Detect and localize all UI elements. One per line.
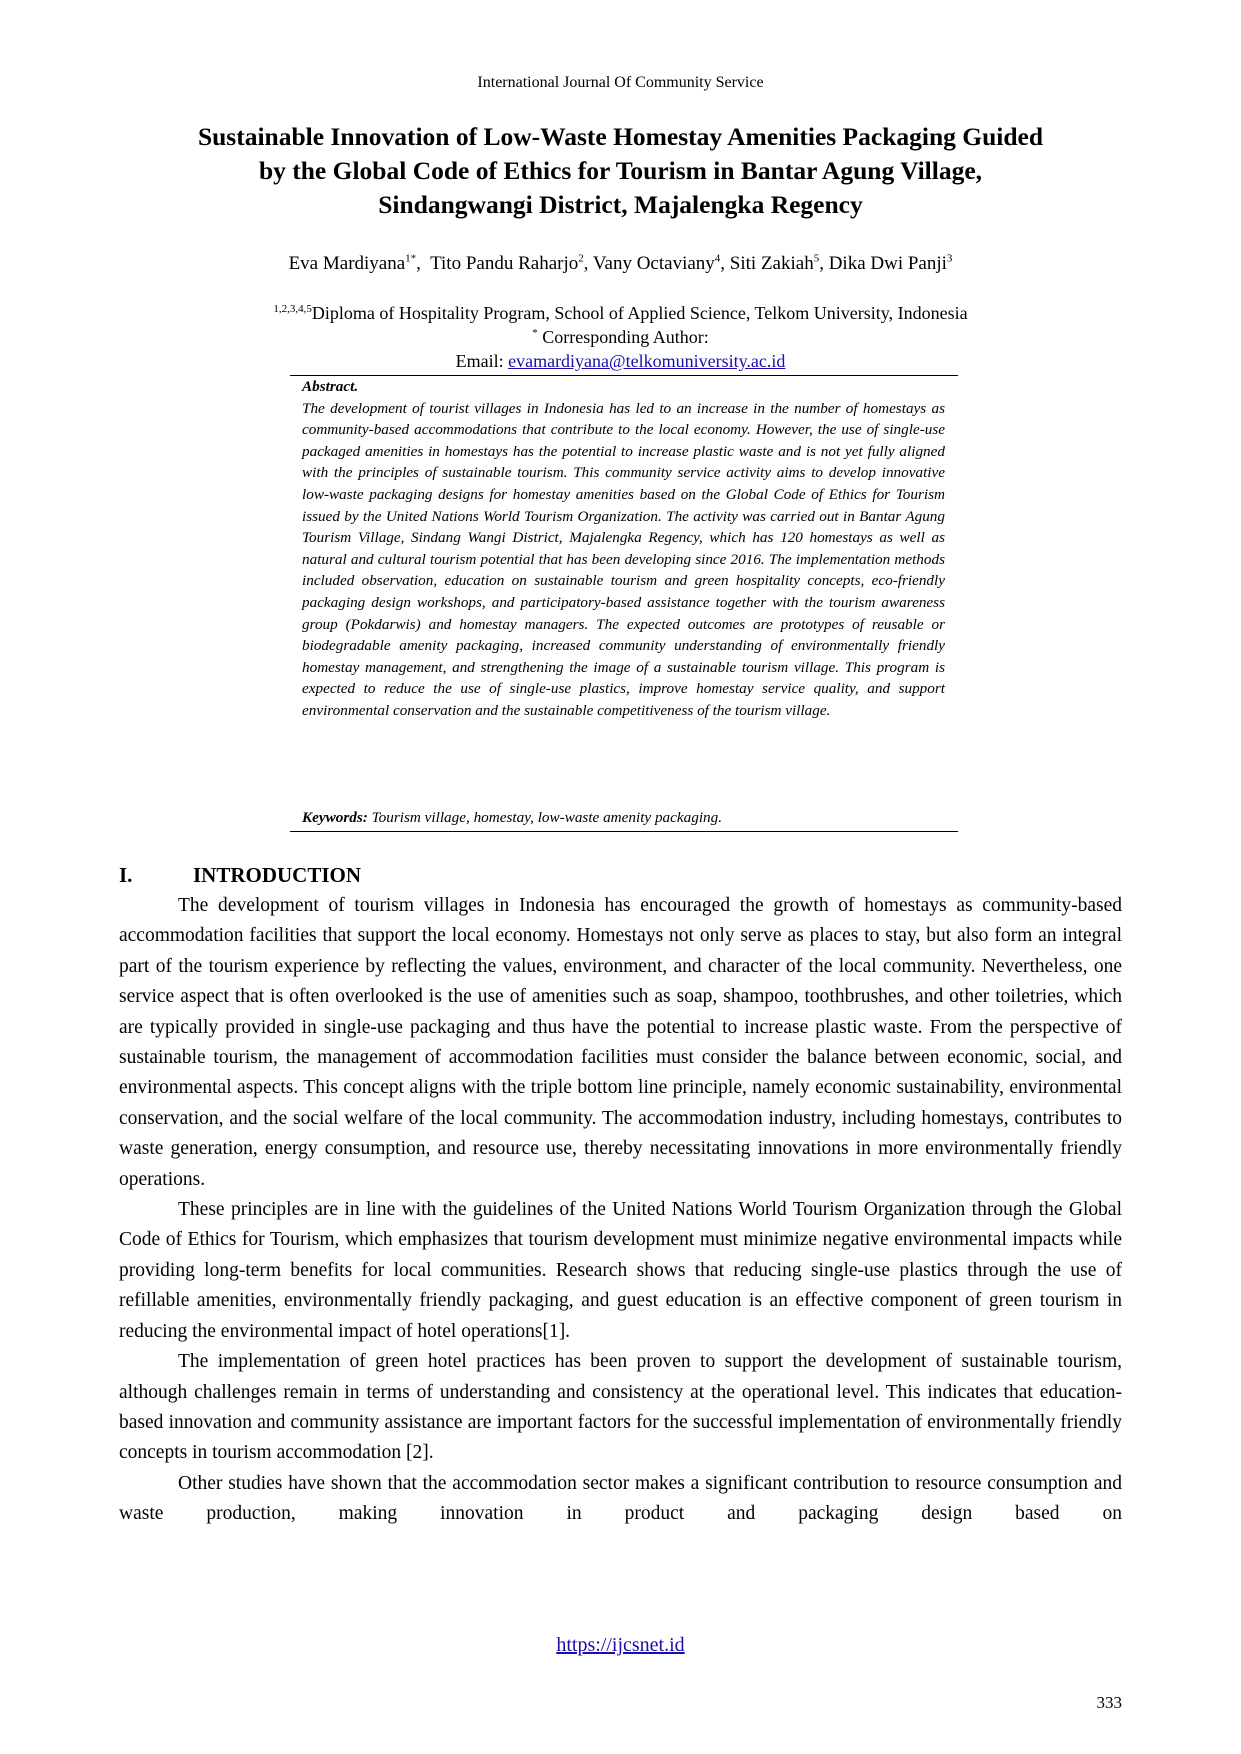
title-line-3: Sindangwangi District, Majalengka Regency [378,190,863,219]
author: Tito Pandu Raharjo$^2$, [430,252,593,274]
journal-website-link[interactable]: https://ijcsnet.id [556,1634,685,1656]
section-number: I. [119,863,133,887]
author: Dika Dwi Panji$^3$ [828,252,953,274]
affiliation: $^{1,2,3,4,5}$Diploma of Hospitality Program, School of Applied Science, Telkom University, Indonesia [273,303,968,323]
body-text [119,891,1122,1530]
paragraph: Other studies have shown that the accommodation sector makes a significant contribution to resource consumption and waste production, making innovation in product and packaging design based on [119,1472,1122,1525]
section-heading [119,863,361,888]
paper-title [110,120,1131,222]
journal-header: International Journal Of Community Service [477,74,764,91]
author: Eva Mardiyana$^{1*}$, [288,252,431,274]
title-line-2: by the Global Code of Ethics for Tourism in Bantar Agung Village, [258,156,983,185]
page-number: 333 [1096,1693,1122,1712]
email-link[interactable]: evamardiyana@telkomuniversity.ac.id [508,351,786,371]
abstract-heading: Abstract. [302,378,359,395]
keywords-label: Keywords: [302,809,368,826]
abstract-text: The development of tourist villages in Indonesia has led to an increase in the number of homestays as community-based accommodations that contribute to the local economy. However, the use of single-use packaged amenities in homestays has the potential to increase plastic waste and is not yet fully aligned with the principles of sustainable tourism. This community service activity aims to develop innovative low-waste packaging designs for homestay amenities based on the Global Code of Ethics for Tourism issued by the United Nations World Tourism Organization. The activity was carried out in Bantar Agung Tourism Village, Sindang Wangi District, Majalengka Regency, which has 120 homestays as well as natural and cultural tourism potential that has been developing since 2016. The implementation methods included observation, education on sustainable tourism and green hospitality concepts, eco-friendly packaging design workshops, and participatory-based assistance together with the tourism awareness group (Pokdarwis) and homestay managers. The expected outcomes are prototypes of reusable or biodegradable amenity packaging, increased community understanding of environmentally friendly homestay management, and strengthening the image of a sustainable tourism village. This program is expected to reduce the use of single-use plastics, improve homestay service quality, and support environmental conservation and the sustainable competitiveness of the tourism village. [302,399,945,719]
author: Siti Zakiah$^5$, [729,252,829,274]
paragraph: The implementation of green hotel practices has been proven to support the development of sustainable tourism, although challenges remain in terms of understanding and consistency at the operational level. This indicates that education-based innovation and community assistance are important factors for the successful implementation of environmentally friendly concepts in tourism accommodation [2]. [119,1351,1122,1464]
title-line-1: Sustainable Innovation of Low-Waste Homestay Amenities Packaging Guided [197,122,1044,151]
footer-url [0,1634,1241,1657]
email-line: Email: evamardiyana@telkomuniversity.ac.id [455,351,786,371]
section-title: INTRODUCTION [193,863,362,887]
keywords-text: Tourism village, homestay, low-waste amenity packaging. [367,809,723,826]
abstract-bottom-rule [290,831,958,832]
abstract-block [302,376,945,722]
corresponding-author: * Corresponding Author: [532,327,709,347]
keywords-line [302,809,945,827]
author: Vany Octaviany$^4$, [592,252,730,274]
paragraph: These principles are in line with the guidelines of the United Nations World Tourism Organization through the Global Code of Ethics for Tourism, which emphasizes that tourism development must minimize negative environmental impacts while providing long-term benefits for local communities. Research shows that reducing single-use plastics through the use of refillable amenities, environmentally friendly packaging, and guest education is an effective component of green tourism in reducing the environmental impact of hotel operations[1]. [119,1199,1122,1342]
author-list [0,253,1241,275]
paragraph: The development of tourism villages in Indonesia has encouraged the growth of homestays as community-based accommodation facilities that support the local economy. Homestays not only serve as places to stay, but also form an integral part of the tourism experience by reflecting the values, environment, and character of the local community. Nevertheless, one service aspect that is often overlooked is the use of amenities such as soap, shampoo, toothbrushes, and other toiletries, which are typically provided in single-use packaging and thus have the potential to increase plastic waste. From the perspective of sustainable tourism, the management of accommodation facilities must consider the balance between economic, social, and environmental aspects. This concept aligns with the triple bottom line principle, namely economic sustainability, environmental conservation, and the social welfare of the local community. The accommodation industry, including homestays, contributes to waste generation, energy consumption, and resource use, thereby necessitating innovations in more environmentally friendly operations. [119,895,1122,1190]
